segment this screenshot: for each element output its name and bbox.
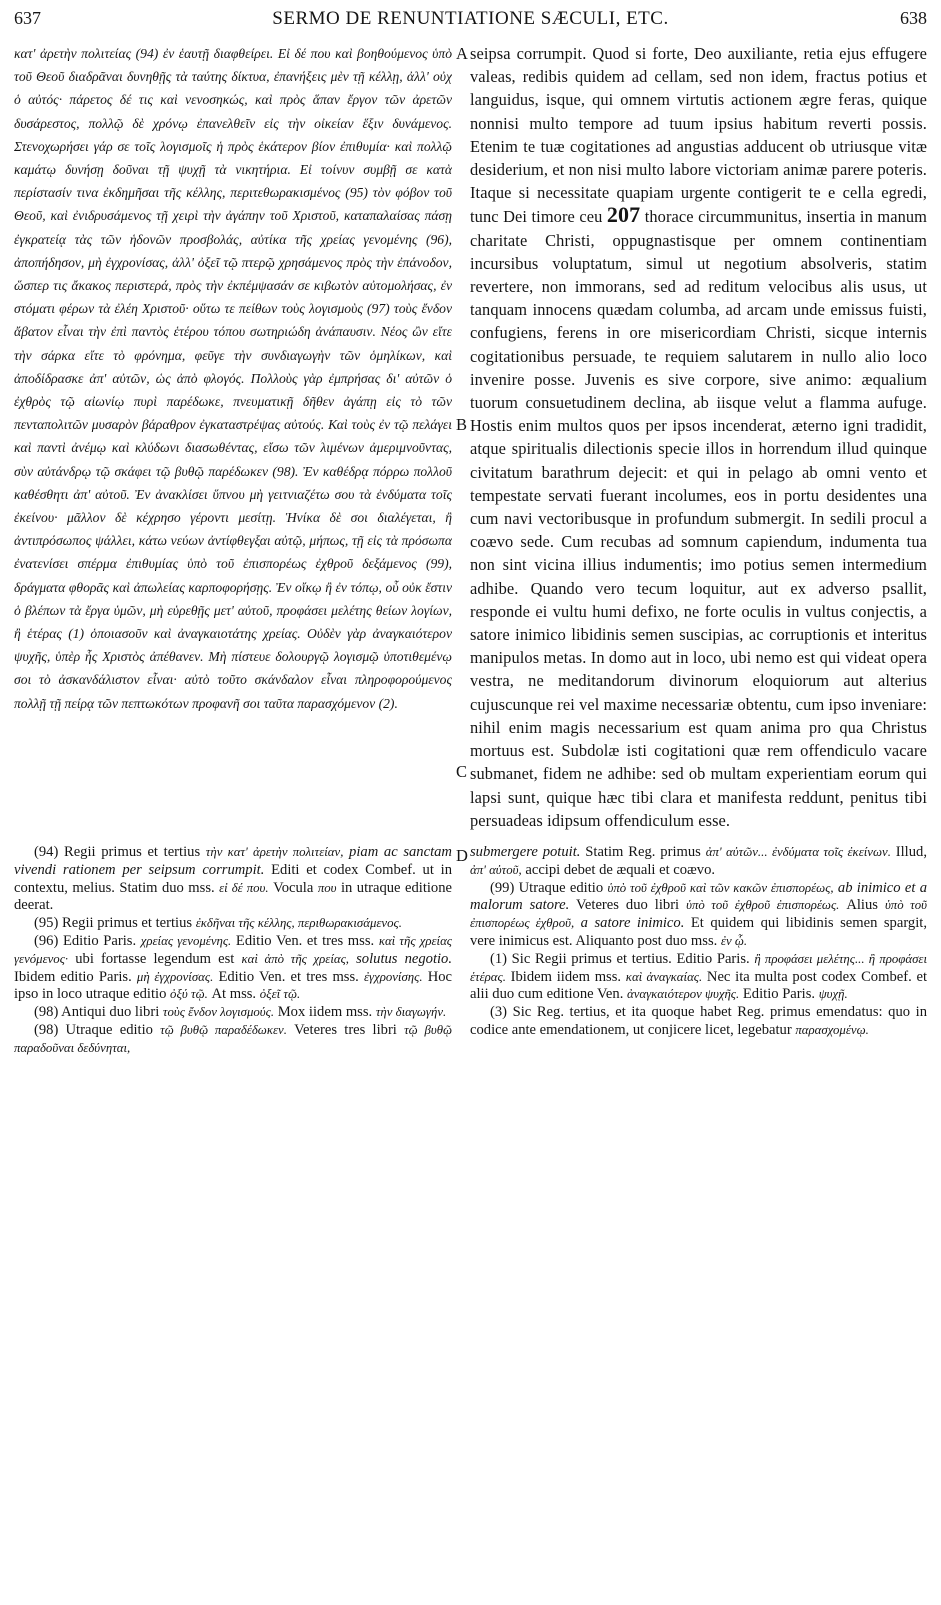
note-text: Editio Ven. et tres mss. [231,932,379,949]
latin-text-part-2: thorace circummunitus, insertia in manum charitate Christi, oppugnastisque per omnem continentiam incursibus voluptatum, simul ut negotium absolveris, statim revertere, non immorans, sed ad reditum velocibus alis usus, ut tanquam innocens quædam columba, ad arcam unde emissus fuisti, confugiens, ferens in ore misericordiam Christi, sicque internis cogitationibus persuade, te requiem salutarem in nullo alio loco invenire posse. Juvenis es sive corpore, sive animo: æqualium tuorum consuetudinem declina, ab iisque velut a flamma aufuge. Hostis enim multos quos per ipsos incenderat, æterno igni tradidit, atque spiritualis dilectionis specie illos in horrendum illud quinque civitatum barathrum dejecit: et qui in pelago ab omni vento et tempestate servati fuerant incolumes, eos in portu desidentes una cum navi vectoribusque in profundum submergit. In sedili procul a coævo sede. Cum recubas ad somnum capiendum, indumenta tua non sint vicina illius indumentis; imo potius semen intermedium adhibe. Quando vero tecum loquitur, aut ex adverso psallit, responde ei vultu humi defixo, ne forte oculis in vultus conjectis, a satore inimico libidinis semen suscipias, ac corruptionis et interitus manipulos metas. In domo aut in loco, ubi nemo est qui videat opera vestra, ne meditandorum divinorum eloquiorum aut alterius cujuscunque rei vel maxime necessariæ obtentu, cum ipso inveniare: nihil enim magis necessarium est quam anima pro qua Christus mortuus est. Subdolæ isti cogitationi quæ rem offendiculo vacare submanet, fidem ne adhibe: sed ob multam experientiam eorum qui lapsi sunt, quique hæc tibi clara et manifesta reddunt, penitus tibi persuadeas idipsum offendiculum esse. [470,207,927,830]
footnote-99 [470,880,927,951]
note-greek: ὑπὸ τοῦ ἐπισπορέως ἐχθροῦ, [470,898,928,931]
running-title: SERMO DE RENUNTIATIONE SÆCULI, ETC. [272,8,669,29]
note-text: Vocula [268,879,318,896]
note-italic: piam ac sanctam vivendi rationem per seipsum corrumpit. [14,844,452,878]
note-text: Ibidem editio Paris. [14,968,137,985]
note-greek: ἐκδῆναι τῆς κέλλης, περιθωρακισάμενος. [195,916,402,931]
greek-paragraph: κατ' ἀρετὴν πολιτείας (94) ἐν ἑαυτῇ διαφθείρει. Εἰ δέ που καὶ βοηθούμενος ὑπὸ τοῦ Θεοῦ διαδρᾶναι δυνηθῇς τὰ ταύτης δίκτυα, ἐπανήξεις μὲν τῇ κέλλῃ, ἀλλ' οὐχ ὁ αὐτός· πάρετος δέ τις καὶ νενοσηκώς, καὶ πρὸς ἅπαν ἔργον τῶν ἀρετῶν δυσάρεστος, πολλῷ δὲ χρόνῳ ἐπανελθεῖν εἰς τὴν οἰκείαν ἕξιν δυνάμενος. Στενοχωρήσει γάρ σε τοῖς λογισμοῖς ἡ πρὸς ἑκάτερον βίον ἐπιθυμία· καὶ πολλῷ καμάτῳ δυνήσῃ δοῦναι τῇ ψυχῇ τὰ νικητήρια. Εἰ τοίνυν συμβῇ σε κατὰ περίστασίν τινα ἐκδημῆσαι τῆς κέλλης, περιτεθωρακισμένος (95) τὸν φόβον τοῦ Θεοῦ, καὶ ἐνιδρυσάμενος τῇ χειρὶ τὴν ἀγάπην τοῦ Χριστοῦ, καταπαλαίσας πάσῃ ἐγκρατείᾳ τὰς τῶν ἡδονῶν προσβολάς, αὐτίκα τῆς χρείας γενομένης (96), ἀποπήδησον, μὴ ἐγχρονίσας, ἀλλ' ὀξεῖ τῷ πτερῷ χρησάμενος πρὸς τὴν ἐπάνοδον, ὥσπερ τις ἄκακος περιστερά, πρὸς τὴν ἐκπέμψασάν σε κιβωτὸν αὐτομολήσας, ἐν στόματι φέρων τὰ ἐλέη Χριστοῦ· οὕτω τε πείθων τοὺς λογισμοὺς (97) τοὺς ἔνδον ἄβατον εἶναι τὴν ἐπὶ παντὸς ἑτέρου τόπου σωτηριώδη ἀνάπαυσιν. Νέος ὢν εἴτε τὴν σάρκα εἴτε τὸ φρόνημα, φεῦγε τὴν συνδιαγωγὴν τῶν ὁμηλίκων, καὶ ἀποδίδρασκε ἀπ' αὐτῶν, ὡς ἀπὸ φλογός. Πολλοὺς γὰρ ἐμπρήσας δι' αὐτῶν ὁ ἐχθρὸς τῷ αἰωνίῳ πυρὶ παρέδωκε, πνευματικῇ δῆθεν ἀγάπῃ εἰς τὸ τῶν πενταπολιτῶν μυσαρὸν βάραθρον ἐγκαταστρέψας αὐτούς. Καὶ τοὺς ἐν τῷ πελάγει καὶ παντὶ ἀνέμῳ καὶ κλύδωνι διασωθέντας, εἴσω τῶν λιμένων ἀμεριμνοῦντας, σὺν αὐτάνδρῳ τῷ σκάφει τῷ βυθῷ παρέδωκεν (98). Ἐν καθέδρᾳ πόρρω πολλοῦ καθέσθητι ἀπ' αὐτοῦ. Ἐν ἀνακλίσει ὕπνου μὴ γειτνιαζέτω σου τὰ ἐνδύματα τοῖς ἐκείνου· μᾶλλον δὲ κέχρησο γέροντι μεσίτῃ. Ἡνίκα δὲ σοι διαλέγεται, ἢ ἀντιπρόσωπος ψάλλει, κάτω νεύων ἀντίφθεγξαι αὐτῷ, μήπως, τῇ εἰς τὰ πρόσωπα ἐνατενίσει σπέρμα ἐπιθυμίας ὑπὸ τοῦ ἐπισπορέως ἐχθροῦ δεξάμενος (99), δράγματα φθορᾶς καὶ ἀπωλείας καρποφορήσῃς. Ἐν οἴκῳ ἢ ἐν τόπῳ, οὗ οὐκ ἔστιν ὁ βλέπων τὰ ἔργα ὑμῶν, μὴ εὑρεθῇς μετ' αὐτοῦ, προφάσει μελέτης θείων λογίων, ἢ ἑτέρας (1) ὁποιασοῦν καὶ ἀναγκαιοτάτης χρείας. Οὐδὲν γὰρ ἀναγκαιότερον ψυχῆς, ὑπὲρ ἧς Χριστὸς ἀπέθανεν. Μὴ πίστευε δολουργῷ λογισμῷ ὑποτιθεμένῳ σοι τὸ ἀσκανδάλιστον εἶναι· αὐτὸ τοῦτο σκάνδαλον εἶναι πληροφορούμενος πολλῇ τῇ πείρᾳ τῶν πεπτωκότων προφανῆ σοι ταῦτα παρασχόμενον (2). [14,46,452,711]
footnote-95 [14,915,452,933]
latin-text-part-1: seipsa corrumpit. Quod si forte, Deo auxiliante, retia ejus effugere valeas, redibis quidem ad cellam, sed non idem, fractus potius et languidus, isque, qui omnem virtutis actionem ægre feras, quique nonnisi multo tempore ad tuum ipsius habitum reverti possis. Etenim te tuæ cogitationes ad angustias adducent ob utriusque vitæ desiderium, et non nisi multo labore victoriam animæ parere poteris. Itaque si necessitate quapiam urgente contigerit te e cella egredi, tunc Dei timore ceu [470,44,927,227]
note-greek: ὑπὸ τοῦ ἐχθροῦ καὶ τῶν κακῶν ἐπισπορέως, [607,880,834,895]
note-greek: που [317,880,337,895]
note-greek: ἀπ' αὐτῶν... ἐνδύματα τοῖς ἐκείνων. [705,845,891,859]
note-greek: παρασχομένῳ. [795,1022,869,1037]
note-italic: a satore inimico. [574,915,685,932]
note-text: Illud, [890,844,927,860]
note-greek: ὑπὸ τοῦ ἐχθροῦ ἐπισπορέως. [686,898,840,913]
margin-letter-c: C [456,762,468,781]
column-number: 207 [606,202,641,228]
footnote-98b [14,1022,452,1058]
note-text: ubi fortasse legendum est [68,950,242,967]
note-text: (98) Utraque editio [34,1021,161,1038]
note-text: Statim Reg. primus [580,844,706,860]
note-italic: ab inimico et a malorum satore. [470,879,928,914]
note-greek: ἢ προφάσει μελέτης... ἢ προφάσει ἑτέρας. [470,951,927,984]
footnotes-right [470,844,927,1040]
margin-letter-a: A [456,44,468,63]
note-greek: ψυχῇ. [818,987,848,1002]
footnote-94 [14,844,452,915]
note-text: (1) Sic Regii primus et tertius. Editio Paris. [490,950,755,967]
note-greek: ὀξύ τῷ. [170,987,208,1002]
note-greek: χρείας γενομένης. [140,933,232,948]
note-greek: ἀναγκαιότερον ψυχῆς. [627,987,740,1002]
note-greek: τῷ βυθῷ παραδοῦναι δεδύνηται, [14,1022,453,1055]
note-text: Et quidem qui libidinis semen spargit, vere inimicus est. Aliquanto post duo mss. [470,915,927,949]
footnote-98b-continued [470,844,927,880]
greek-text-column [14,42,452,842]
note-greek: καὶ ἀναγκαίας. [625,969,703,984]
note-greek: τὴν διαγωγήν. [375,1005,447,1020]
note-greek: ἀπ' αὐτοῦ, [470,862,522,877]
note-text: Nec ita multa post codex Combef. et alii duo cum editione Ven. [470,968,928,1003]
note-text: (98) Antiqui duo libri [34,1004,163,1021]
note-greek: τοὺς ἔνδον λογισμούς. [162,1005,275,1020]
note-greek: τὴν κατ' ἀρετὴν πολιτείαν, [205,845,344,859]
note-text: Editi et codex Combef. ut in contextu, melius. Statim duo mss. [14,861,452,896]
note-text: Editio Paris. [739,986,819,1003]
note-text: Mox iidem mss. [274,1004,376,1021]
note-greek: ὀξεῖ τῷ. [259,987,301,1002]
footnote-1 [470,951,927,1004]
page-number-left: 637 [14,8,41,28]
note-italic: solutus negotio. [349,950,453,967]
note-text: Ibidem iidem mss. [505,968,626,985]
note-text: Veteres tres libri [286,1021,405,1038]
latin-paragraph [470,42,927,832]
footnote-98a [14,1004,452,1022]
note-italic: submergere potuit. [470,844,581,860]
note-text: accipi debet de æquali et coævo. [521,861,716,878]
page-number-right: 638 [900,8,927,28]
note-text: Alius [839,897,885,914]
note-greek: μὴ ἐγχρονίσας. [136,969,214,984]
footnote-3 [470,1004,927,1040]
note-greek: ἐγχρονίσης. [363,969,423,984]
note-text: (99) Utraque editio [490,879,608,896]
note-greek: τῷ βυθῷ παραδέδωκεν. [160,1022,287,1037]
latin-text-column [470,42,927,842]
note-greek: καὶ ἀπὸ τῆς χρείας, [241,951,349,966]
note-text: Hoc ipso in loco utraque editio [14,968,453,1003]
note-text: in utraque editione deerat. [14,879,452,914]
footnotes-left [14,844,452,1058]
note-text: (95) Regii primus et tertius [34,915,196,932]
note-text: Editio Ven. et tres mss. [213,968,364,985]
note-text: (94) Regii primus et tertius [34,844,206,860]
note-text: (96) Editio Paris. [34,932,141,949]
margin-letter-d: D [456,846,468,865]
margin-letter-b: B [456,415,468,434]
footnote-96 [14,933,452,1004]
page-header [14,8,927,34]
note-greek: καὶ τῆς χρείας γενόμενος· [14,933,453,966]
note-greek: εἰ δέ που. [219,880,269,895]
note-text: (3) Sic Reg. tertius, et ita quoque habet Reg. primus emendatus: quo in codice ante emendationem, ut conjicere licet, legebatur [470,1004,927,1038]
note-greek: ἐν ᾧ. [720,933,748,948]
note-text: At mss. [207,986,260,1003]
note-text: Veteres duo libri [569,897,687,914]
